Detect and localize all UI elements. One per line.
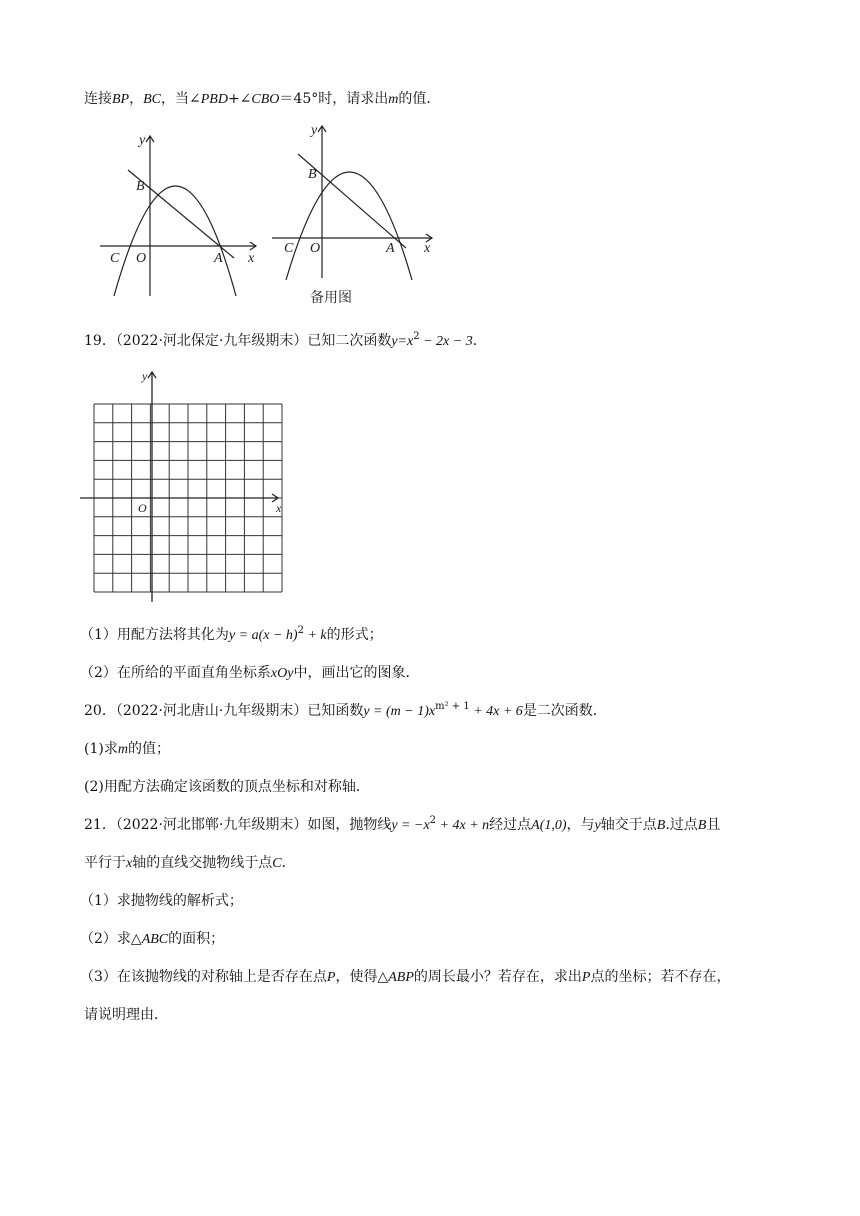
q20-sub2: (2)用配方法确定该函数的顶点坐标和对称轴． [84,779,370,795]
q20-sub1: (1)求m的值； [84,741,170,757]
label-c: C [284,241,294,256]
figure-caption: 备用图 [310,290,352,306]
label-b: B [136,179,145,194]
q21-sub3: （3）在该抛物线的对称轴上是否存在点P，使得△ABP的周长最小？若存在，求出P点的坐标；若不存在， [80,969,731,985]
parabola [286,172,412,280]
label-y: y [142,369,148,383]
label-y: y [139,133,146,148]
label-c: C [110,251,120,266]
label-x: x [424,241,431,256]
q20-title: 20．（2022·河北唐山·九年级期末）已知函数$y = (m - 1)x^{m^2 + 1} + 4x + 6$是二次函数． [84,701,607,719]
q19-title: 19．（2022·河北保定·九年级期末）已知二次函数$y=x^2 - 2x - 3$． [84,331,487,349]
q21-sub2: （2）求△ABC的面积； [80,931,225,947]
q21-sub1: （1）求抛物线的解析式； [80,893,243,909]
label-a: A [214,251,223,266]
label-y: y [311,123,318,138]
parabola [114,186,236,296]
label-x: x [276,501,282,515]
label-o: O [310,241,321,256]
q21-title-line2: 平行于x轴的直线交抛物线于点C． [84,855,296,871]
label-b: B [308,167,317,182]
label-o: O [136,251,147,266]
q21-title-line1: 21．（2022·河北邯郸·九年级期末）如图，抛物线$y = -x^2 + 4x + n$经过点A(1,0)，与y轴交于点B.过点B且 [84,815,721,833]
label-a: A [386,241,395,256]
q18-figure-1 [96,128,266,300]
q19-sub2: （2）在所给的平面直角坐标系xOy中，画出它的图象． [80,665,420,681]
label-x: x [248,251,255,266]
label-o: O [138,501,147,515]
q18-text: 连接BP，BC，当∠PBD+∠CBO＝45°时，请求出m的值． [84,91,441,107]
q19-coordinate-grid [78,366,288,606]
q21-sub3-line2: 请说明理由． [84,1007,168,1023]
q18-figure-2 [268,120,444,312]
q19-sub1: （1）用配方法将其化为$y = a(x - h)^2 + k$的形式； [80,625,383,643]
